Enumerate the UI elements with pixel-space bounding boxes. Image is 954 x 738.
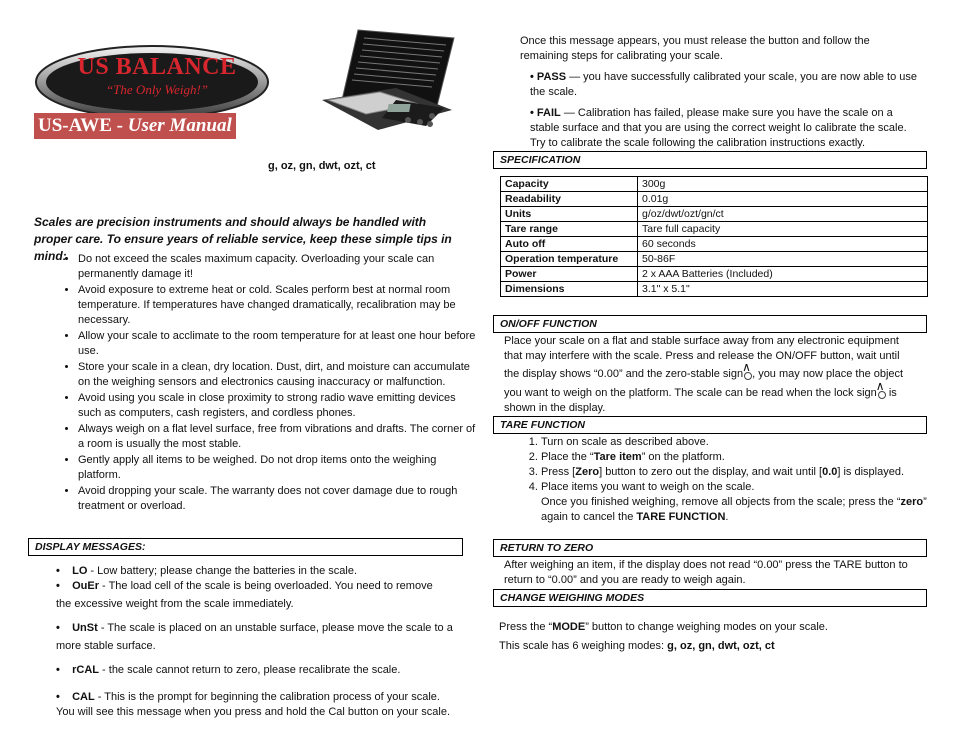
care-tip: • Store your scale in a clean, dry location. Dust, dirt, and moisture can accumulate on the weighing sensors and electronics causing inaccuracy or malfunction. bbox=[78, 360, 478, 390]
table-row bbox=[501, 207, 928, 222]
table-row bbox=[501, 282, 928, 297]
msg-unst-cont: more stable surface. bbox=[56, 640, 156, 652]
pass-code: PASS bbox=[536, 71, 567, 83]
care-tip: • Do not exceed the scales maximum capacity. Overloading your scale can permanently damage it! bbox=[78, 252, 478, 282]
msg-ouer: • OuEr - The load cell of the scale is being overloaded. You need to remove bbox=[56, 580, 433, 592]
msg-ouer-text: - The load cell of the scale is being overloaded. You need to remove bbox=[99, 580, 433, 592]
return-zero-text: After weighing an item, if the display does not read “0.00” press the TARE button to return to “0.00” and you are ready to weigh again. bbox=[504, 559, 908, 586]
calibration-fail: • FAIL — Calibration has failed, please make sure you have the scale on a stable surface and that you are using the correct weight lo calibrate the scale. Try to calibrate the scale following the calibration instructions exactly. bbox=[530, 107, 907, 149]
calibration-pass: • PASS — you have successfully calibrated your scale, you are now able to use the scale. bbox=[530, 71, 918, 98]
spec-value: 0.01g bbox=[638, 192, 928, 207]
zero-word-bold: zero bbox=[900, 496, 924, 508]
tare-step-2a: Place the “ bbox=[541, 451, 594, 463]
onoff-line-3b: , you may now place the object bbox=[752, 368, 904, 380]
pass-text: — you have successfully calibrated your scale, you are now able to use the scale. bbox=[530, 71, 918, 98]
spec-value: 2 x AAA Batteries (Included) bbox=[638, 267, 928, 282]
table-row bbox=[501, 252, 928, 267]
spec-value: g/oz/dwt/ozt/gn/ct bbox=[638, 207, 928, 222]
care-tip: • Avoid exposure to extreme heat or cold. Scales perform best at normal room temperature. If temperatures have changed dramatically, recalibration may be necessary. bbox=[78, 283, 478, 328]
tare-step-4: Place items you want to weigh on the scale. bbox=[541, 481, 755, 493]
tare-step-2c: ” on the platform. bbox=[641, 451, 725, 463]
tare-item-bold: Tare item bbox=[593, 451, 642, 463]
calibration-release-text: Once this message appears, you must release the button and follow the remaining steps for calibrating your scale. bbox=[520, 35, 870, 62]
tare-step bbox=[541, 450, 949, 465]
msg-cal-code: CAL bbox=[72, 691, 95, 703]
care-tip: • Gently apply all items to be weighed. Do not drop items onto the weighing platform. bbox=[78, 453, 478, 483]
tare-function-bold: TARE FUNCTION bbox=[636, 511, 726, 523]
care-tip: • Always weigh on a flat level surface, free from vibrations and drafts. The corner of a room is usually the most stable. bbox=[78, 422, 478, 452]
zero-value-bold: 0.0 bbox=[822, 466, 838, 478]
care-tips-list bbox=[56, 252, 478, 515]
msg-cal-cont: You will see this message when you press and hold the Cal button on your scale. bbox=[56, 706, 450, 718]
msg-ouer-cont: the excessive weight from the scale immediately. bbox=[56, 598, 294, 610]
tare-step bbox=[541, 465, 949, 480]
onoff-heading: ON/OFF FUNCTION bbox=[493, 315, 927, 333]
spec-label: Capacity bbox=[501, 177, 638, 192]
msg-lo-code: LO bbox=[72, 565, 88, 577]
spec-label: Tare range bbox=[501, 222, 638, 237]
tare-step-4-cont-e: . bbox=[725, 511, 729, 523]
modes-line-1 bbox=[499, 620, 828, 635]
tare-step-4-cont-a: Once you finished weighing, remove all objects from the scale; press the “ bbox=[541, 496, 901, 508]
logo-text: US BALANCE bbox=[77, 54, 237, 80]
modes-line-2a: This scale has 6 weighing modes: bbox=[499, 640, 668, 652]
onoff-line-1: Place your scale on a flat and stable surface away from any electronic equipment bbox=[504, 335, 899, 347]
msg-unst-code: UnSt bbox=[72, 622, 98, 634]
specification-table bbox=[500, 176, 928, 297]
fail-text: — Calibration has failed, please make sure you have the scale on a stable surface and that you are using the correct weight lo calibrate the scale. Try to calibrate the scale following the calibration instructions exactly. bbox=[530, 107, 907, 149]
msg-rcal-code: rCAL bbox=[72, 664, 99, 676]
msg-lo-text: - Low battery; please change the batteries in the scale. bbox=[87, 565, 358, 577]
msg-lo: • LO - Low battery; please change the batteries in the scale. bbox=[56, 565, 358, 577]
table-row bbox=[501, 267, 928, 282]
spec-label: Operation temperature bbox=[501, 252, 638, 267]
table-row bbox=[501, 177, 928, 192]
table-row bbox=[501, 237, 928, 252]
table-row bbox=[501, 192, 928, 207]
care-tip: • Avoid dropping your scale. The warranty does not cover damage due to rough treatment or overload. bbox=[78, 484, 478, 514]
tare-step-3c: ] button to zero out the display, and wait until [ bbox=[599, 466, 823, 478]
modes-list-bold: g, oz, gn, dwt, ozt, ct bbox=[667, 640, 775, 652]
onoff-line-3 bbox=[504, 367, 903, 382]
display-messages-heading: DISPLAY MESSAGES: bbox=[28, 538, 463, 556]
tare-step-3e: ] is displayed. bbox=[837, 466, 905, 478]
zero-stable-icon bbox=[743, 367, 752, 378]
lock-sign-icon bbox=[877, 386, 886, 397]
zero-bold: Zero bbox=[575, 466, 600, 478]
spec-value: Tare full capacity bbox=[638, 222, 928, 237]
care-intro: Scales are precision instruments and should always be handled with proper care. To ensure years of reliable service, keep these simple tips in mind: bbox=[34, 215, 452, 263]
msg-unst: • UnSt - The scale is placed on an unstable surface, please move the scale to a bbox=[56, 622, 453, 634]
specification-heading: SPECIFICATION bbox=[493, 151, 927, 169]
spec-label: Power bbox=[501, 267, 638, 282]
onoff-line-4 bbox=[504, 386, 897, 401]
care-tip: • Allow your scale to acclimate to the room temperature for at least one hour before use. bbox=[78, 329, 478, 359]
spec-label: Units bbox=[501, 207, 638, 222]
modes-line-1a: Press the “ bbox=[499, 621, 553, 633]
spec-value: 3.1" x 5.1" bbox=[638, 282, 928, 297]
spec-value: 300g bbox=[638, 177, 928, 192]
tare-steps-list bbox=[518, 435, 949, 525]
tare-heading: TARE FUNCTION bbox=[493, 416, 927, 434]
msg-rcal: • rCAL - the scale cannot return to zero, please recalibrate the scale. bbox=[56, 664, 401, 676]
scale-product-image bbox=[318, 28, 456, 138]
onoff-line-2: that may interfere with the scale. Press and release the ON/OFF button, wait until bbox=[504, 350, 900, 362]
title-italic: User Manual bbox=[127, 115, 232, 136]
msg-cal-text: - This is the prompt for beginning the calibration process of your scale. bbox=[94, 691, 440, 703]
msg-cal: • CAL - This is the prompt for beginning the calibration process of your scale. bbox=[56, 691, 440, 703]
manual-title bbox=[34, 113, 236, 139]
spec-label: Auto off bbox=[501, 237, 638, 252]
tare-step-4-cont-c: ” again to cancel the bbox=[541, 496, 927, 523]
msg-unst-text: - The scale is placed on an unstable surface, please move the scale to a bbox=[97, 622, 453, 634]
onoff-line-4a: you want to weigh on the platform. The scale can be read when the lock sign bbox=[504, 387, 877, 399]
spec-label: Dimensions bbox=[501, 282, 638, 297]
care-tip: • Avoid using you scale in close proximity to strong radio wave emitting devices such as computers, cash registers, and cordless phones. bbox=[78, 391, 478, 421]
tare-step bbox=[541, 480, 949, 525]
mode-bold: MODE bbox=[552, 621, 586, 633]
logo-tagline: “The Only Weigh!” bbox=[105, 82, 209, 97]
modes-heading: CHANGE WEIGHING MODES bbox=[493, 589, 927, 607]
onoff-line-4b: is bbox=[885, 387, 897, 399]
spec-value: 50-86F bbox=[638, 252, 928, 267]
title-main: US-AWE - bbox=[38, 115, 128, 136]
modes-line-1c: ” button to change weighing modes on your scale. bbox=[585, 621, 828, 633]
units-line: g, oz, gn, dwt, ozt, ct bbox=[268, 160, 376, 172]
onoff-line-5: shown in the display. bbox=[504, 402, 606, 414]
table-row bbox=[501, 222, 928, 237]
spec-label: Readability bbox=[501, 192, 638, 207]
tare-step-3a: Press [ bbox=[541, 466, 576, 478]
msg-rcal-text: - the scale cannot return to zero, please recalibrate the scale. bbox=[98, 664, 401, 676]
fail-code: FAIL bbox=[536, 107, 561, 119]
return-zero-heading: RETURN TO ZERO bbox=[493, 539, 927, 557]
msg-ouer-code: OuEr bbox=[72, 580, 99, 592]
tare-step: 1. Turn on scale as described above. bbox=[541, 435, 949, 450]
us-balance-logo bbox=[34, 42, 270, 122]
modes-line-2 bbox=[499, 639, 775, 654]
onoff-line-3a: the display shows “0.00” and the zero-stable sign bbox=[504, 368, 744, 380]
spec-value: 60 seconds bbox=[638, 237, 928, 252]
